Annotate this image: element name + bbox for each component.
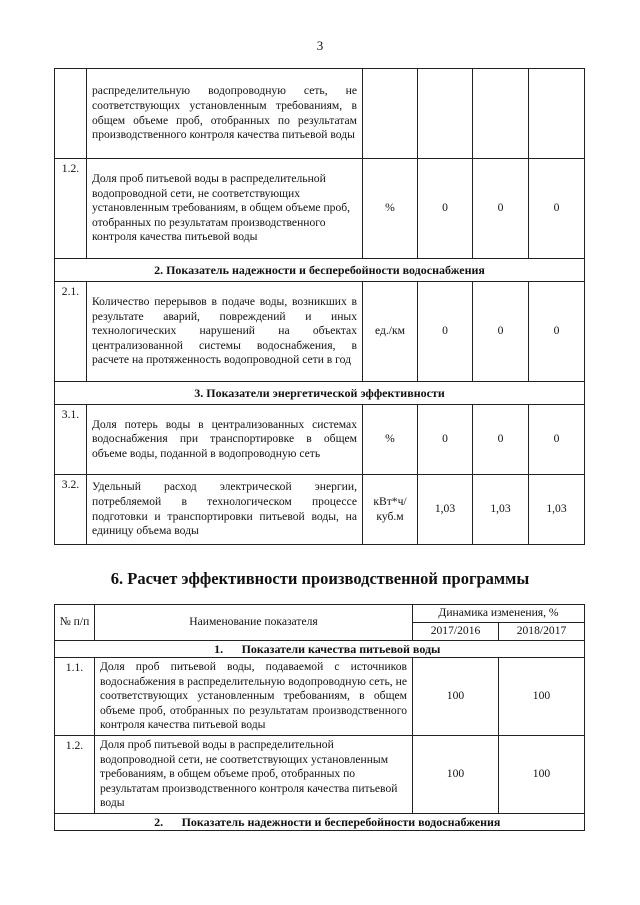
value-cell xyxy=(473,69,529,159)
table-row xyxy=(55,405,585,475)
indicator-name: Количество перерывов в подаче воды, возникших в результате аварий, повреждений и иных технологических нарушений на объектах централизованной системы водоснабжения, в расчете на протяженность водопроводной сети в год xyxy=(87,282,363,382)
indicator-name: Доля проб питьевой воды в распределительной водопроводной сети, не соответствующих установленным требованиям, в общем объеме проб, отобранных по результатам производственного контроля качества питьевой воды xyxy=(95,736,413,814)
value-cell: 100 xyxy=(413,736,499,814)
indicator-name: распределительную водопроводную сеть, не соответствующих установленным требованиям, в общем объеме проб, отобранных по результатам производственного контроля качества питьевой воды xyxy=(87,69,363,159)
section-heading: 6. Расчет эффективности производственной программы xyxy=(110,569,530,588)
table-row xyxy=(55,475,585,545)
value-cell: 100 xyxy=(413,658,499,736)
col-header-name: Наименование показателя xyxy=(95,605,413,641)
col-header-year: 2017/2016 xyxy=(413,623,499,641)
section-title xyxy=(55,641,585,658)
unit-cell xyxy=(363,69,418,159)
section-row xyxy=(55,641,585,658)
value-cell: 1,03 xyxy=(418,475,473,545)
value-cell xyxy=(418,69,473,159)
value-cell: 0 xyxy=(418,159,473,259)
table-row xyxy=(55,282,585,382)
unit-cell: % xyxy=(363,405,418,475)
value-cell: 0 xyxy=(418,282,473,382)
table-row xyxy=(55,159,585,259)
section-title xyxy=(55,814,585,831)
row-number: 1.1. xyxy=(55,658,95,736)
value-cell: 100 xyxy=(499,658,585,736)
value-cell xyxy=(529,69,585,159)
header-row xyxy=(55,605,585,623)
page-number: 3 xyxy=(316,38,324,53)
col-header-number: № п/п xyxy=(55,605,95,641)
section-title: 3. Показатели энергетической эффективности xyxy=(55,382,585,405)
section-row xyxy=(55,382,585,405)
row-number: 3.1. xyxy=(55,405,87,475)
indicator-name: Доля проб питьевой воды, подаваемой с источников водоснабжения в распределительную водопроводную сеть, не соответствующих установленным требованиям, в общем объеме проб, отобранных по результатам производственного контроля качества питьевой воды xyxy=(95,658,413,736)
value-cell: 0 xyxy=(529,282,585,382)
col-header-year: 2018/2017 xyxy=(499,623,585,641)
value-cell: 0 xyxy=(473,159,529,259)
row-number: 3.2. xyxy=(55,475,87,545)
value-cell: 1,03 xyxy=(473,475,529,545)
unit-cell: ед./км xyxy=(363,282,418,382)
efficiency-table xyxy=(54,604,585,831)
value-cell: 0 xyxy=(473,282,529,382)
value-cell: 0 xyxy=(473,405,529,475)
section-title: 2. Показатель надежности и бесперебойности водоснабжения xyxy=(55,259,585,282)
unit-cell: кВт*ч/ куб.м xyxy=(363,475,418,545)
unit-cell: % xyxy=(363,159,418,259)
col-header-dynamics: Динамика изменения, % xyxy=(413,605,585,623)
table-row xyxy=(55,69,585,159)
value-cell: 0 xyxy=(529,159,585,259)
indicator-name: Удельный расход электрической энергии, потребляемой в технологическом процессе подготовки и транспортировки питьевой воды, на единицу объема воды xyxy=(87,475,363,545)
value-cell: 0 xyxy=(529,405,585,475)
value-cell: 0 xyxy=(418,405,473,475)
indicator-name: Доля потерь воды в централизованных системах водоснабжения при транспортировке в общем объеме воды, поданной в водопроводную сеть xyxy=(87,405,363,475)
section-label: Показатель надежности и бесперебойности водоснабжения xyxy=(181,814,501,829)
section-number: 1. xyxy=(214,641,224,656)
table-row xyxy=(55,736,585,814)
section-row xyxy=(55,259,585,282)
row-number: 2.1. xyxy=(55,282,87,382)
row-number xyxy=(55,69,87,159)
value-cell: 100 xyxy=(499,736,585,814)
section-label: Показатели качества питьевой воды xyxy=(241,641,441,656)
indicators-table xyxy=(54,68,585,545)
table-row xyxy=(55,658,585,736)
indicator-name: Доля проб питьевой воды в распределительной водопроводной сети, не соответствующих установленным требованиям, в общем объеме проб, отобранных по результатам производственного контроля качества питьевой воды xyxy=(87,159,363,259)
section-number: 2. xyxy=(154,814,164,829)
row-number: 1.2. xyxy=(55,159,87,259)
value-cell: 1,03 xyxy=(529,475,585,545)
row-number: 1.2. xyxy=(55,736,95,814)
section-row xyxy=(55,814,585,831)
